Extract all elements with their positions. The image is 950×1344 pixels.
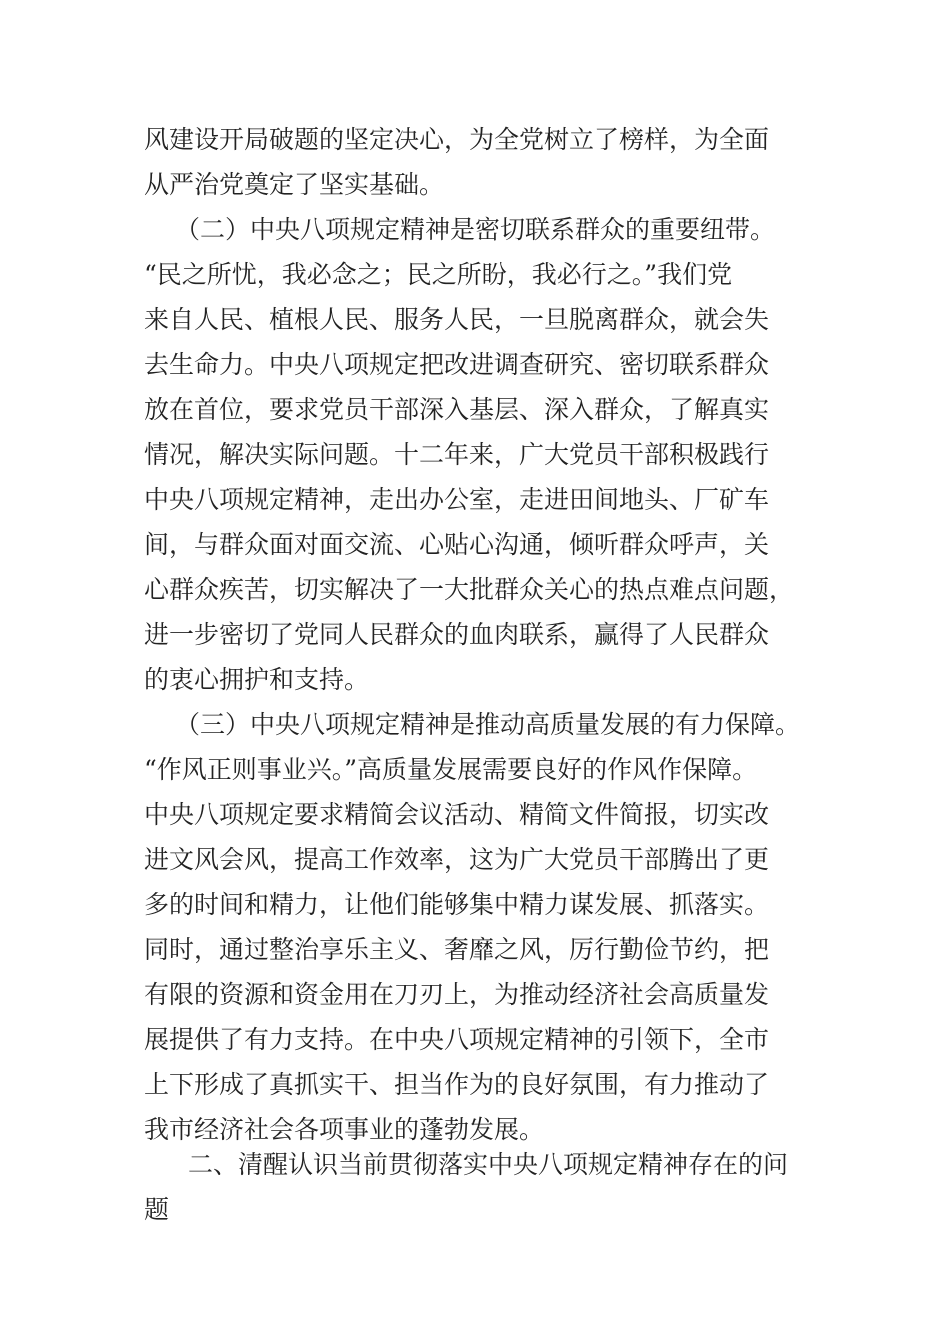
- text-line: 上下形成了真抓实干、担当作为的良好氛围，有力推动了: [144, 1070, 770, 1099]
- text-line: 情况，解决实际问题。十二年来，广大党员干部积极践行: [144, 440, 770, 469]
- text-line: 间，与群众面对面交流、心贴心沟通，倾听群众呼声，关: [144, 530, 770, 559]
- text-line: 进一步密切了党同人民群众的血肉联系，赢得了人民群众: [144, 620, 770, 649]
- text-line: 心群众疾苦，切实解决了一大批群众关心的热点难点问题，: [144, 575, 795, 604]
- text-line: 同时，通过整治享乐主义、奢靡之风，厉行勤俭节约，把: [144, 935, 770, 964]
- text-line: 我市经济社会各项事业的蓬勃发展。: [144, 1115, 545, 1144]
- section-heading-2: （二）中央八项规定精神是密切联系群众的重要纽带。: [175, 215, 776, 244]
- text-line: 中央八项规定要求精简会议活动、精简文件简报，切实改: [144, 800, 770, 829]
- text-line: 展提供了有力支持。在中央八项规定精神的引领下，全市: [144, 1025, 770, 1054]
- text-line: 多的时间和精力，让他们能够集中精力谋发展、抓落实。: [144, 890, 770, 919]
- text-line: 题: [144, 1195, 170, 1224]
- text-line: 去生命力。中央八项规定把改进调查研究、密切联系群众: [144, 350, 770, 379]
- text-line: “作风正则事业兴。”高质量发展需要良好的作风作保障。: [144, 755, 758, 784]
- text-line: “民之所忧，我必念之；民之所盼，我必行之。”我们党: [144, 260, 733, 289]
- text-line: 风建设开局破题的坚定决心，为全党树立了榜样，为全面: [144, 125, 770, 154]
- section-heading-3: （三）中央八项规定精神是推动高质量发展的有力保障。: [175, 710, 801, 739]
- text-line: 的衷心拥护和支持。: [144, 665, 370, 694]
- text-line: 中央八项规定精神，走出办公室，走进田间地头、厂矿车: [144, 485, 770, 514]
- chapter-heading: 二、清醒认识当前贯彻落实中央八项规定精神存在的问: [188, 1150, 789, 1179]
- text-line: 从严治党奠定了坚实基础。: [144, 170, 445, 199]
- text-line: 放在首位，要求党员干部深入基层、深入群众，了解真实: [144, 395, 770, 424]
- text-line: 来自人民、植根人民、服务人民，一旦脱离群众，就会失: [144, 305, 770, 334]
- text-line: 有限的资源和资金用在刀刃上，为推动经济社会高质量发: [144, 980, 770, 1009]
- text-line: 进文风会风，提高工作效率，这为广大党员干部腾出了更: [144, 845, 770, 874]
